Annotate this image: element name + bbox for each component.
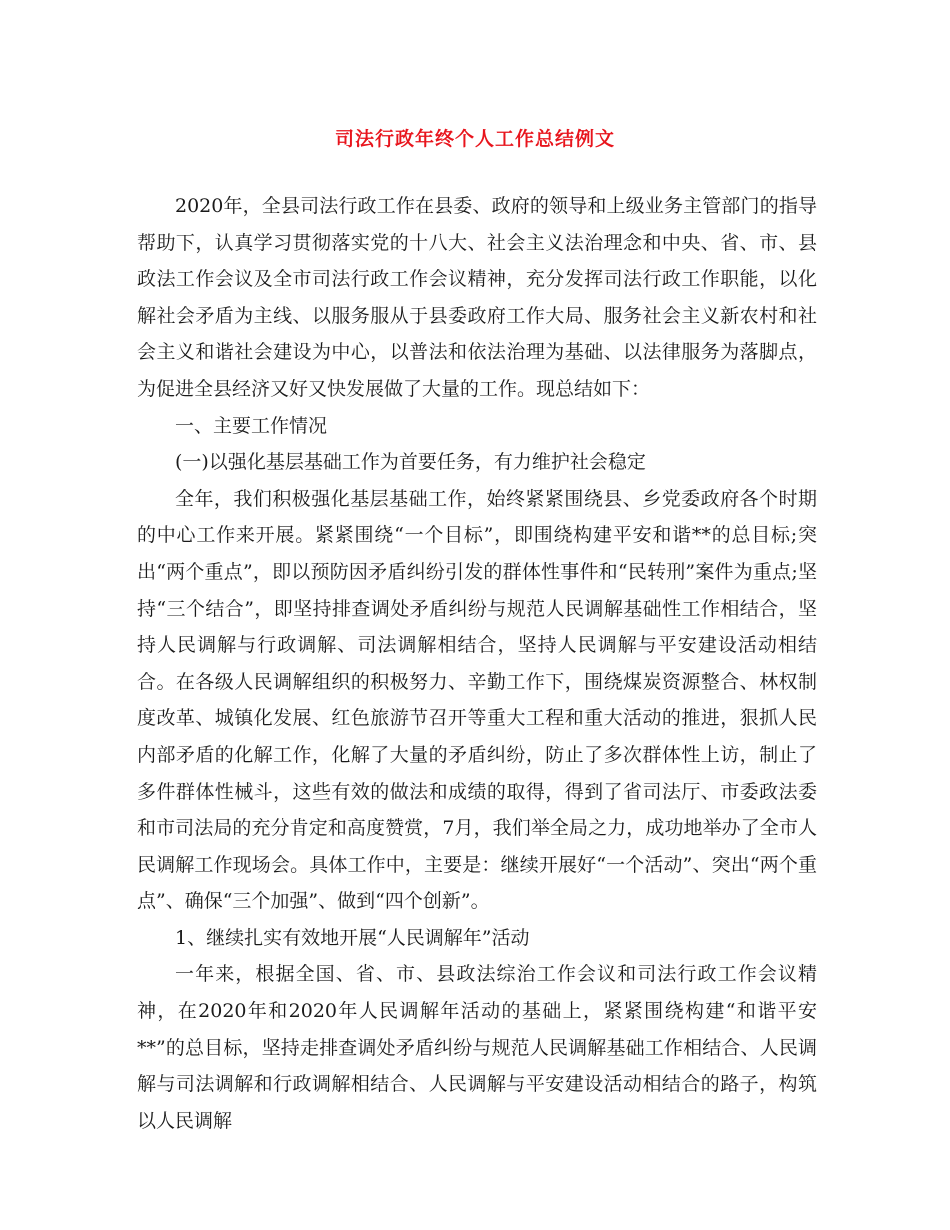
item-heading-mediation-year: 1、继续扎实有效地开展“人民调解年”活动 [175,926,530,949]
document-title: 司法行政年终个人工作总结例文 [334,128,615,150]
paragraph-intro: 2020年，全县司法行政工作在县委、政府的领导和上级业务主管部门的指导帮助下，认真学习贯彻落实党的十八大、社会主义法治理念和中央、省、市、县政法工作会议及全市司法行政工作会议精神，充分发挥司法行政工作职能，以化解社会矛盾为主线、以服务服从于县委政府工作大局、服务社会主义新农村和社会主义和谐社会建设为中心，以普法和依法治理为基础、以法律服务为落脚点，为促进全县经济又好又快发展做了大量的工作。现总结如下： [137,195,817,400]
subsection-heading-1: (一)以强化基层基础工作为首要任务，有力维护社会稳定 [175,451,646,474]
section-heading-main-work: 一、主要工作情况 [175,414,328,437]
paragraph-mediation-year: 一年来，根据全国、省、市、县政法综治工作会议和司法行政工作会议精神，在2020年和2020年人民调解年活动的基础上，紧紧围绕构建“和谐平安**”的总目标，坚持走排查调处矛盾纠纷与规范人民调解基础工作相结合、人民调解与司法调解和行政调解相结合、人民调解与平安建设活动相结合的路子，构筑以人民调解 [137,963,817,1132]
document-body [137,188,817,1139]
paragraph-grassroots-work: 全年，我们积极强化基层基础工作，始终紧紧围绕县、乡党委政府各个时期的中心工作来开展。紧紧围绕“一个目标”，即围绕构建平安和谐**的总目标;突出“两个重点”，即以预防因矛盾纠纷引发的群体性事件和“民转刑”案件为重点;坚持“三个结合”，即坚持排查调处矛盾纠纷与规范人民调解基础性工作相结合，坚持人民调解与行政调解、司法调解相结合，坚持人民调解与平安建设活动相结合。在各级人民调解组织的积极努力、辛勤工作下，围绕煤炭资源整合、林权制度改革、城镇化发展、红色旅游节召开等重大工程和重大活动的推进，狠抓人民内部矛盾的化解工作，化解了大量的矛盾纠纷，防止了多次群体性上访，制止了多件群体性械斗，这些有效的做法和成绩的取得，得到了省司法厅、市委政法委和市司法局的充分肯定和高度赞赏，7月，我们举全局之力，成功地举办了全市人民调解工作现场会。具体工作中，主要是：继续开展好“一个活动”、突出“两个重点”、确保“三个加强”、做到“四个创新”。 [137,487,817,913]
